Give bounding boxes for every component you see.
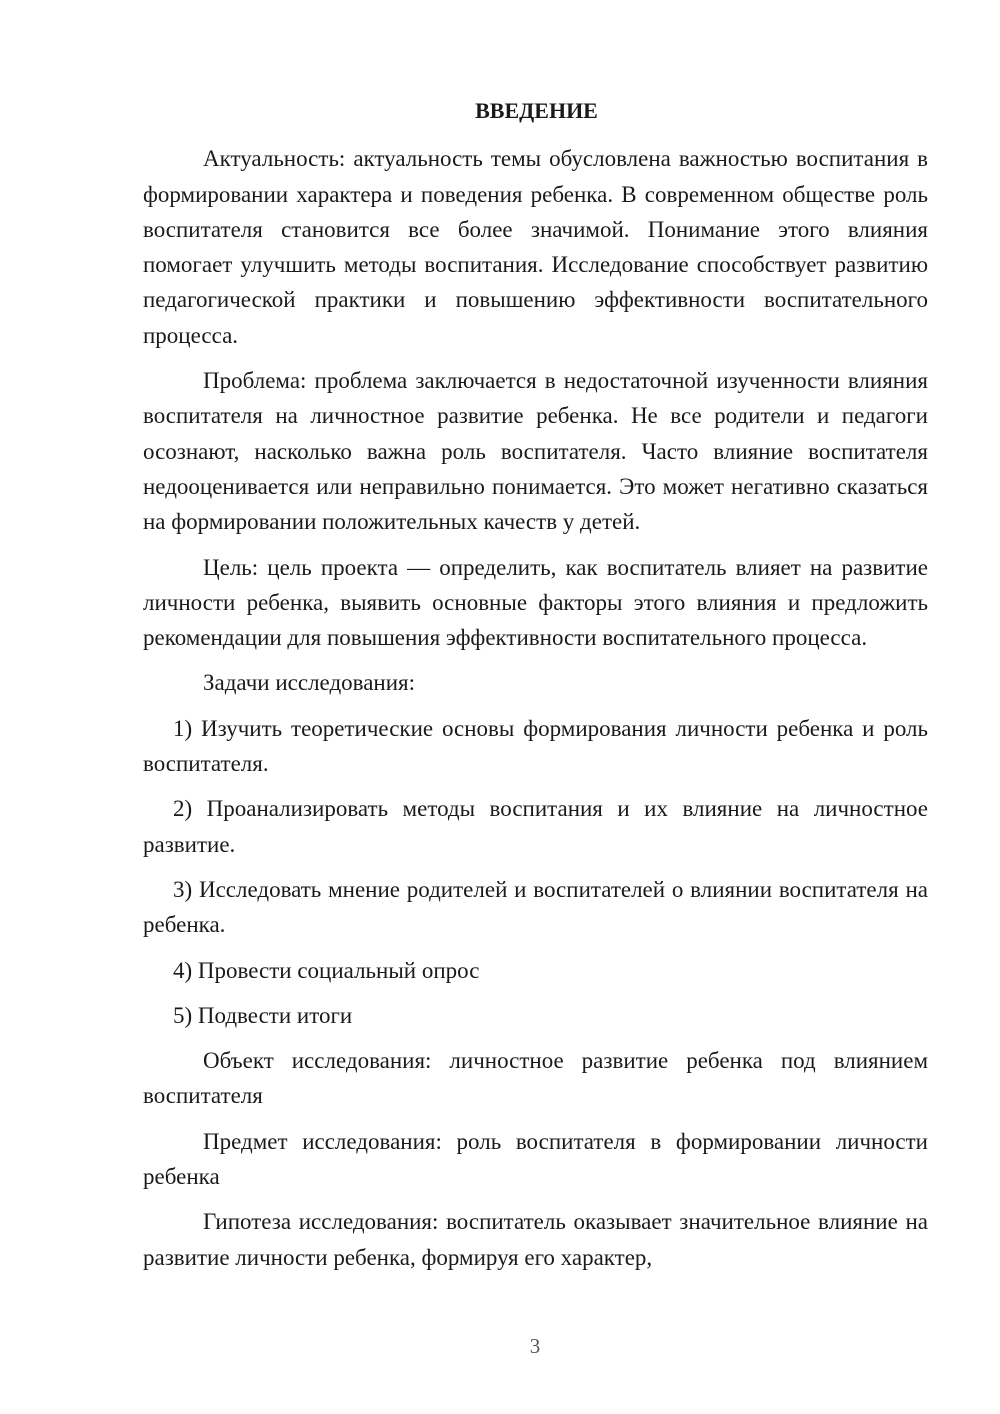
page-number: 3	[529, 1334, 541, 1358]
paragraph-problem: Проблема: проблема заключается в недостаточной изученности влияния воспитателя на личностное развитие ребенка. Не все родители и педагоги осознают, насколько важна роль воспитателя. Часто влияние воспитателя недооценивается или неправильно понимается. Это может негативно сказаться на формировании положительных качеств у детей.	[143, 368, 928, 535]
task-item-3: 3) Исследовать мнение родителей и воспитателей о влиянии воспитателя на ребенка.	[143, 876, 928, 938]
paragraph-relevance: Актуальность: актуальность темы обусловлена важностью воспитания в формировании характера и поведения ребенка. В современном обществе роль воспитателя становится все более значимой. Понимание этого влияния помогает улучшить методы воспитания. Исследование способствует развитию педагогической практики и повышению эффективности воспитательного процесса.	[143, 146, 928, 348]
paragraph-goal: Цель: цель проекта — определить, как воспитатель влияет на развитие личности ребенка, выявить основные факторы этого влияния и предложить рекомендации для повышения эффективности воспитательного процесса.	[143, 554, 928, 651]
tasks-heading: Задачи исследования:	[203, 670, 416, 696]
paragraph-subject: Предмет исследования: роль воспитателя в формировании личности ребенка	[143, 1128, 928, 1190]
paragraph-hypothesis: Гипотеза исследования: воспитатель оказывает значительное влияние на развитие личности ребенка, формируя его характер,	[143, 1209, 928, 1270]
page-content	[143, 93, 928, 1285]
task-item-4: 4) Провести социальный опрос	[173, 957, 480, 983]
task-item-1: 1) Изучить теоретические основы формирования личности ребенка и роль воспитателя.	[143, 715, 928, 777]
task-item-2: 2) Проанализировать методы воспитания и их влияние на личностное развитие.	[143, 796, 928, 857]
task-item-5: 5) Подвести итоги	[173, 1002, 353, 1028]
paragraph-object: Объект исследования: личностное развитие ребенка под влиянием воспитателя	[143, 1048, 928, 1109]
section-title: ВВЕДЕНИЕ	[475, 98, 598, 123]
